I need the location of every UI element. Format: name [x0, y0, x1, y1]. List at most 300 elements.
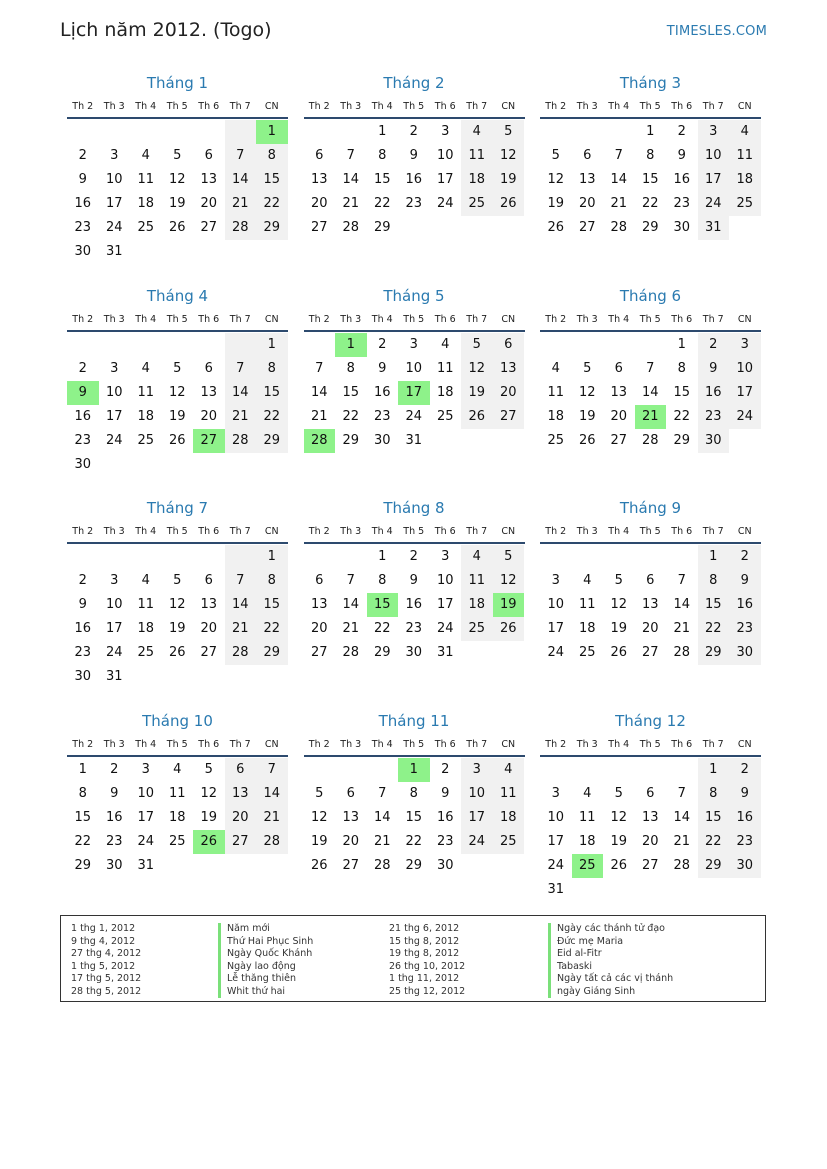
day-cell: 24 — [105, 432, 123, 448]
day-cell: 13 — [310, 597, 328, 612]
legend-date: 1 thg 5, 2012 — [71, 960, 136, 972]
legend-date: 1 thg 1, 2012 — [71, 923, 136, 934]
day-cell: 28 — [342, 645, 360, 660]
day-cell: 14 — [225, 593, 257, 617]
holiday-day: 25 — [572, 854, 604, 878]
month-name: Tháng 2 — [383, 74, 445, 92]
day-cell: 1 — [698, 758, 730, 782]
day-cell: 3 — [698, 120, 730, 144]
weekday-label: Th 3 — [576, 738, 598, 750]
day-cell: 23 — [74, 432, 92, 448]
day-cell: 26 — [461, 405, 493, 429]
weekday-header — [304, 97, 525, 119]
empty-cell — [193, 120, 225, 144]
weekday-label: CN — [264, 313, 279, 325]
empty-cell — [572, 120, 604, 144]
day-cell: 4 — [729, 120, 761, 144]
weekday-label: Th 6 — [434, 526, 456, 537]
day-cell: 19 — [610, 833, 628, 849]
weekday-label: Th 2 — [545, 101, 567, 112]
day-cell: 26 — [168, 645, 186, 660]
weekday-label: Th 3 — [340, 738, 362, 750]
day-grid — [540, 333, 761, 453]
weekday-label: CN — [264, 738, 279, 750]
day-cell: 27 — [342, 857, 360, 873]
day-cell: 29 — [698, 641, 730, 665]
day-cell: 5 — [204, 761, 213, 777]
weekday-label: Th 4 — [371, 526, 393, 537]
day-cell: 16 — [74, 621, 92, 636]
day-cell: 30 — [698, 429, 730, 453]
day-cell: 15 — [256, 168, 288, 192]
day-cell: 25 — [547, 432, 565, 448]
day-cell: 29 — [641, 220, 659, 235]
day-cell: 30 — [74, 244, 92, 259]
day-cell: 1 — [256, 333, 288, 357]
day-cell: 6 — [346, 785, 355, 801]
weekday-label: Th 3 — [340, 526, 362, 537]
day-cell: 24 — [729, 405, 761, 429]
day-cell: 6 — [646, 785, 655, 801]
day-cell: 30 — [436, 857, 454, 873]
day-cell: 2 — [729, 545, 761, 569]
empty-cell — [162, 333, 194, 357]
weekday-label: CN — [501, 101, 516, 112]
day-cell: 11 — [578, 597, 596, 612]
day-cell: 24 — [547, 857, 565, 873]
holiday-day: 28 — [304, 429, 336, 453]
weekday-label: Th 5 — [639, 526, 661, 537]
weekday-label: Th 4 — [371, 101, 393, 112]
day-cell: 22 — [256, 192, 288, 216]
day-cell: 11 — [493, 782, 525, 806]
weekday-label: Th 7 — [229, 313, 251, 325]
day-cell: 29 — [373, 220, 391, 235]
day-cell: 3 — [441, 549, 450, 564]
day-cell: 26 — [168, 220, 186, 235]
day-cell: 16 — [405, 172, 423, 187]
day-cell: 22 — [256, 617, 288, 641]
day-grid — [67, 545, 288, 689]
weekday-label: Th 3 — [576, 526, 598, 537]
legend-right-dates — [389, 923, 465, 998]
day-cell: 18 — [493, 806, 525, 830]
weekday-label: Th 5 — [639, 738, 661, 750]
day-cell: 12 — [168, 384, 186, 400]
day-cell: 28 — [256, 830, 288, 854]
day-cell: 1 — [378, 124, 387, 139]
legend-date: 17 thg 5, 2012 — [71, 973, 142, 984]
weekday-label: Th 5 — [403, 313, 425, 325]
weekday-label: Th 5 — [166, 101, 188, 112]
weekday-label: Th 7 — [229, 526, 251, 537]
day-cell: 23 — [373, 408, 391, 424]
day-cell: 18 — [168, 809, 186, 825]
day-cell: 10 — [698, 144, 730, 168]
day-cell: 19 — [200, 809, 218, 825]
day-cell: 10 — [547, 597, 565, 612]
weekday-label: CN — [737, 101, 752, 112]
day-cell: 23 — [74, 645, 92, 660]
day-cell: 4 — [441, 336, 450, 352]
day-cell: 30 — [673, 220, 691, 235]
day-cell: 4 — [141, 148, 150, 163]
day-cell: 30 — [373, 432, 391, 448]
weekday-label: Th 2 — [72, 738, 94, 750]
empty-cell — [540, 545, 572, 569]
legend-date: 28 thg 5, 2012 — [71, 985, 142, 997]
weekday-label: Th 2 — [308, 101, 330, 112]
weekday-header — [304, 522, 525, 544]
day-cell: 1 — [677, 336, 686, 352]
empty-cell — [162, 120, 194, 144]
day-cell: 16 — [74, 408, 92, 424]
day-cell: 1 — [646, 124, 655, 139]
empty-cell — [335, 758, 367, 782]
day-cell: 23 — [698, 405, 730, 429]
weekday-label: Th 7 — [466, 313, 488, 325]
weekday-label: Th 4 — [135, 526, 157, 537]
day-cell: 17 — [461, 806, 493, 830]
day-cell: 14 — [225, 168, 257, 192]
day-cell: 8 — [409, 785, 418, 801]
empty-cell — [67, 120, 99, 144]
weekday-label: Th 5 — [639, 313, 661, 325]
day-cell: 16 — [729, 593, 761, 617]
day-cell: 6 — [204, 573, 213, 588]
empty-cell — [225, 333, 257, 357]
day-grid — [67, 333, 288, 477]
day-cell: 2 — [729, 758, 761, 782]
day-cell: 31 — [698, 216, 730, 240]
legend-left-names — [218, 923, 313, 998]
weekday-label: Th 7 — [702, 738, 724, 750]
day-cell: 27 — [641, 645, 659, 660]
weekday-label: Th 3 — [103, 101, 125, 112]
day-cell: 15 — [405, 809, 423, 825]
day-cell: 2 — [78, 360, 87, 376]
legend-holiday-name: Đức mẹ Maria — [548, 936, 673, 949]
legend-date: 27 thg 4, 2012 — [71, 948, 142, 959]
empty-cell — [635, 545, 667, 569]
day-cell: 21 — [373, 833, 391, 849]
day-cell: 22 — [698, 830, 730, 854]
day-cell: 15 — [256, 593, 288, 617]
day-cell: 18 — [137, 408, 155, 424]
empty-cell — [304, 333, 336, 357]
day-cell: 8 — [256, 357, 288, 381]
holiday-day: 19 — [493, 593, 525, 617]
weekday-label: Th 3 — [576, 313, 598, 325]
empty-cell — [67, 545, 99, 569]
weekday-header — [67, 97, 288, 119]
day-grid — [304, 758, 525, 878]
day-cell: 5 — [173, 360, 182, 376]
day-cell: 7 — [677, 785, 686, 801]
month-name: Tháng 7 — [146, 499, 209, 517]
weekday-header — [540, 310, 761, 332]
day-cell: 5 — [173, 573, 182, 588]
weekday-label: Th 4 — [371, 313, 393, 325]
day-cell: 17 — [436, 597, 454, 612]
weekday-label: CN — [501, 526, 516, 537]
day-cell: 26 — [547, 220, 565, 235]
day-cell: 29 — [405, 857, 423, 873]
day-cell: 15 — [342, 384, 360, 400]
weekday-header — [304, 735, 525, 757]
day-cell: 5 — [315, 785, 324, 801]
empty-cell — [162, 545, 194, 569]
weekday-label: Th 2 — [72, 313, 94, 325]
day-grid — [67, 120, 288, 264]
day-cell: 25 — [137, 645, 155, 660]
month-3 — [540, 70, 761, 283]
holiday-day: 21 — [635, 405, 667, 429]
weekday-label: Th 4 — [135, 738, 157, 750]
day-cell: 18 — [137, 621, 155, 636]
day-cell: 26 — [610, 645, 628, 660]
day-cell: 19 — [578, 408, 596, 424]
day-cell: 28 — [641, 432, 659, 448]
day-cell: 14 — [225, 381, 257, 405]
day-cell: 23 — [729, 830, 761, 854]
day-cell: 6 — [204, 148, 213, 163]
day-cell: 11 — [461, 144, 493, 168]
day-cell: 8 — [256, 569, 288, 593]
day-cell: 12 — [578, 384, 596, 400]
month-9 — [540, 495, 761, 708]
day-cell: 3 — [141, 761, 150, 777]
day-cell: 22 — [373, 196, 391, 211]
day-cell: 15 — [256, 381, 288, 405]
legend-date: 1 thg 11, 2012 — [389, 973, 460, 984]
empty-cell — [635, 758, 667, 782]
weekday-label: Th 5 — [166, 738, 188, 750]
day-cell: 8 — [78, 785, 87, 801]
day-cell: 26 — [310, 857, 328, 873]
month-name: Tháng 4 — [146, 286, 209, 305]
day-cell: 22 — [74, 833, 92, 849]
day-cell: 17 — [698, 168, 730, 192]
day-cell: 24 — [436, 621, 454, 636]
day-cell: 18 — [461, 168, 493, 192]
day-cell: 1 — [698, 545, 730, 569]
day-cell: 23 — [105, 833, 123, 849]
day-cell: 2 — [78, 148, 87, 163]
day-cell: 9 — [409, 573, 418, 588]
day-cell: 18 — [547, 408, 565, 424]
day-cell: 4 — [493, 758, 525, 782]
month-5 — [304, 283, 525, 496]
day-cell: 2 — [409, 124, 418, 139]
month-name: Tháng 12 — [615, 711, 686, 730]
month-name: Tháng 11 — [378, 711, 450, 730]
day-cell: 12 — [547, 172, 565, 187]
weekday-label: Th 3 — [103, 738, 125, 750]
day-cell: 4 — [141, 360, 150, 376]
legend-holiday-name: Năm mới — [218, 923, 313, 936]
weekday-label: Th 2 — [308, 526, 330, 537]
weekday-label: Th 4 — [608, 101, 630, 112]
day-cell: 20 — [200, 621, 218, 636]
day-cell: 29 — [256, 429, 288, 453]
day-cell: 13 — [200, 597, 218, 612]
day-cell: 20 — [200, 408, 218, 424]
day-cell: 9 — [110, 785, 119, 801]
empty-cell — [603, 120, 635, 144]
day-cell: 7 — [225, 569, 257, 593]
weekday-label: Th 6 — [434, 738, 456, 750]
weekday-label: Th 5 — [403, 738, 425, 750]
day-cell: 29 — [256, 216, 288, 240]
day-cell: 14 — [610, 172, 628, 187]
legend-holiday-name: Ngày tất cả các vị thánh — [548, 973, 673, 986]
day-cell: 11 — [168, 785, 186, 801]
day-cell: 24 — [105, 220, 123, 235]
day-cell: 8 — [346, 360, 355, 376]
weekday-label: Th 2 — [545, 526, 567, 537]
weekday-label: Th 2 — [308, 738, 330, 750]
day-cell: 9 — [441, 785, 450, 801]
day-cell: 2 — [378, 336, 387, 352]
empty-cell — [130, 333, 162, 357]
day-cell: 8 — [698, 782, 730, 806]
day-cell: 21 — [310, 408, 328, 424]
day-cell: 6 — [493, 333, 525, 357]
legend-date: 19 thg 8, 2012 — [389, 948, 460, 959]
day-cell: 23 — [729, 617, 761, 641]
day-cell: 21 — [225, 617, 257, 641]
weekday-label: CN — [264, 101, 279, 112]
day-cell: 20 — [310, 621, 328, 636]
holiday-day: 26 — [193, 830, 225, 854]
day-cell: 4 — [551, 360, 560, 376]
day-cell: 6 — [225, 758, 257, 782]
empty-cell — [540, 758, 572, 782]
day-cell: 26 — [493, 617, 525, 641]
day-cell: 28 — [673, 645, 691, 660]
day-cell: 10 — [105, 384, 123, 400]
day-cell: 20 — [578, 196, 596, 211]
weekday-label: Th 4 — [135, 313, 157, 325]
weekday-label: Th 2 — [72, 526, 94, 537]
legend-date: 15 thg 8, 2012 — [389, 935, 460, 947]
empty-cell — [335, 120, 367, 144]
empty-cell — [572, 545, 604, 569]
day-cell: 13 — [200, 172, 218, 187]
day-cell: 4 — [461, 120, 493, 144]
day-cell: 8 — [378, 573, 387, 588]
day-cell: 11 — [137, 172, 155, 187]
empty-cell — [603, 545, 635, 569]
day-cell: 30 — [105, 857, 123, 873]
month-name: Tháng 1 — [146, 74, 209, 92]
weekday-label: Th 7 — [466, 738, 488, 750]
weekday-label: Th 2 — [545, 738, 567, 750]
day-cell: 28 — [373, 857, 391, 873]
day-grid — [540, 120, 761, 240]
day-cell: 7 — [225, 357, 257, 381]
day-cell: 19 — [461, 381, 493, 405]
day-cell: 10 — [461, 782, 493, 806]
empty-cell — [193, 333, 225, 357]
legend-holiday-name: Tabaski — [548, 961, 673, 974]
empty-cell — [225, 120, 257, 144]
day-cell: 7 — [677, 573, 686, 588]
day-cell: 6 — [315, 573, 324, 588]
day-cell: 12 — [461, 357, 493, 381]
day-cell: 10 — [436, 573, 454, 588]
day-cell: 10 — [436, 148, 454, 163]
day-cell: 27 — [225, 830, 257, 854]
day-cell: 22 — [673, 408, 691, 424]
day-cell: 26 — [493, 192, 525, 216]
day-cell: 21 — [673, 621, 691, 636]
day-cell: 27 — [310, 220, 328, 235]
empty-cell — [99, 120, 131, 144]
day-cell: 2 — [698, 333, 730, 357]
day-cell: 14 — [342, 597, 360, 612]
day-cell: 3 — [409, 336, 418, 352]
day-cell: 4 — [583, 573, 592, 588]
day-cell: 25 — [729, 192, 761, 216]
day-cell: 14 — [373, 809, 391, 825]
day-cell: 17 — [137, 809, 155, 825]
weekday-label: Th 4 — [371, 738, 393, 750]
day-cell: 20 — [641, 833, 659, 849]
weekday-label: Th 7 — [702, 101, 724, 112]
day-cell: 29 — [698, 854, 730, 878]
empty-cell — [304, 120, 336, 144]
day-cell: 13 — [225, 782, 257, 806]
day-cell: 27 — [200, 645, 218, 660]
day-cell: 1 — [378, 549, 387, 564]
day-cell: 11 — [436, 360, 454, 376]
day-cell: 21 — [610, 196, 628, 211]
day-cell: 22 — [373, 621, 391, 636]
legend-holiday-name: Eid al-Fitr — [548, 948, 673, 961]
day-cell: 17 — [547, 833, 565, 849]
month-10 — [67, 708, 288, 921]
day-cell: 12 — [168, 597, 186, 612]
weekday-label: Th 3 — [340, 101, 362, 112]
day-cell: 20 — [200, 196, 218, 211]
day-cell: 18 — [729, 168, 761, 192]
day-cell: 12 — [168, 172, 186, 187]
day-cell: 7 — [256, 758, 288, 782]
day-cell: 25 — [436, 408, 454, 424]
day-cell: 27 — [310, 645, 328, 660]
day-cell: 7 — [346, 148, 355, 163]
site-link[interactable]: TIMESLES.COM — [666, 24, 767, 39]
day-cell: 4 — [461, 545, 493, 569]
day-cell: 28 — [225, 216, 257, 240]
day-cell: 9 — [698, 357, 730, 381]
day-cell: 13 — [200, 384, 218, 400]
day-cell: 23 — [405, 621, 423, 636]
day-cell: 11 — [729, 144, 761, 168]
day-cell: 15 — [698, 593, 730, 617]
weekday-label: Th 5 — [166, 526, 188, 537]
day-cell: 4 — [141, 573, 150, 588]
weekday-label: Th 7 — [229, 738, 251, 750]
empty-cell — [99, 333, 131, 357]
day-grid — [540, 758, 761, 902]
legend-holiday-name: Thứ Hai Phục Sinh — [218, 936, 313, 949]
day-cell: 18 — [461, 593, 493, 617]
day-cell: 27 — [200, 220, 218, 235]
day-cell: 15 — [74, 809, 92, 825]
